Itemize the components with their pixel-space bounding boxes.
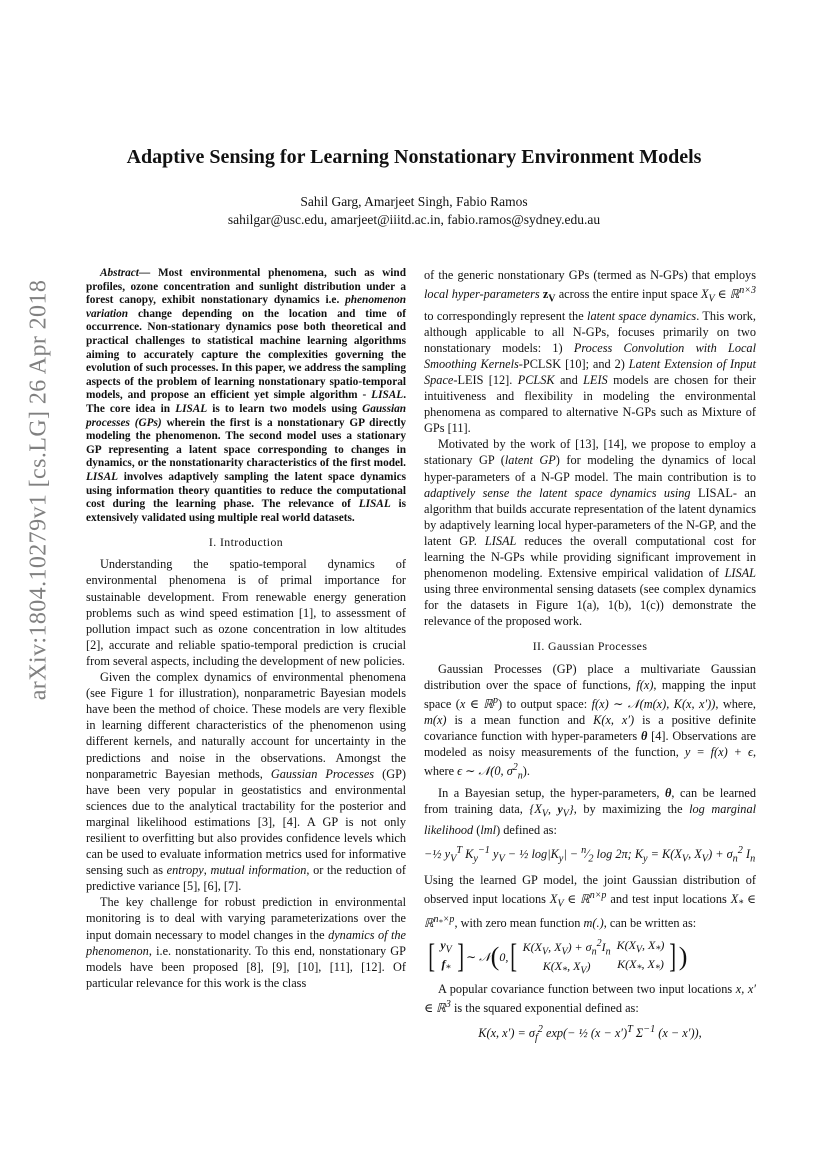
text: , can be learned from training data, [424,785,757,816]
left-bracket: [ [428,937,436,975]
covariance-column-1 [523,936,611,979]
emphasis: log marginal likelihood [424,801,757,838]
text: of the generic nonstationary GPs (termed as N-GPs) that employs [424,268,756,282]
emphasis: latent GP [504,453,556,468]
text: and test input locations [610,892,727,906]
math: m(x) [424,712,447,727]
math: m(.) [583,916,604,931]
right-column [424,267,756,1050]
math: ϵ ∼ 𝒩(0, σ [457,764,513,779]
math-subscript: V [548,293,556,305]
text: , by maximizing the [573,801,683,816]
distributed-as: ∼ 𝒩 [466,949,491,964]
cov-k22: $K(X_*$, $X_*$) [617,956,664,975]
text: , where [424,745,757,779]
text: ) for modeling the dynamics of local hyper-parameters of a N-GP model. The main contribution is to [424,453,756,484]
equation-squared-exponential: K(x, $x') = \sigma_f^2$ exp(− ½ $(x - x')^T$ $\Sigma^{-1}$ (x − x′)), [478,1023,702,1044]
abstract-em: LISAL [371,389,404,402]
math: X [730,892,739,906]
math: {X [529,801,542,816]
right-bracket: ] [669,937,677,975]
math-symbol: z [542,287,549,302]
emphasis: LEIS [583,372,608,387]
right-paren: ) [678,941,688,971]
vector-fstar: f [441,956,446,971]
text: , with zero mean function [454,916,581,931]
text: ( [476,823,481,838]
abstract-em: LISAL [358,498,391,511]
text: across the entire input space [558,287,698,302]
text: In a Bayesian setup, the hyper-parameters, [438,785,660,800]
text: reduces the overall computational cost for learning the N-GPs while providing significant improvement in phenomenon modeling. Extensive empirical validation of [424,533,756,581]
text: . This work, although applicable to all N-GPs, focuses primarily on two nonstationary models: 1) [424,308,756,355]
math: X [549,892,558,906]
text: Motivated by the work of [13], [14], we propose to employ a stationary GP ( [424,437,756,468]
intro-paragraph [424,267,756,436]
math: x ∈ ℝ [459,696,494,711]
text: [4]. Observations are modeled as noisy measurements of the function, [424,728,756,760]
abstract [86,267,406,525]
abstract-text: wherein the first is a nonstationary GP directly modeling the phenomenon. The second model uses a stationary GP representing a latent space corresponding to changes in dynamics, or the nonstationarity characteristics of the first model. [86,416,406,470]
emphasis: local hyper-parameters [424,287,540,302]
text: models are chosen for their intuitiveness and flexibility in modeling the environmental phenomena as compared to alternative N-GPs such as Mixture of GPs [11]. [424,372,757,436]
text: is the squared exponential defined as: [454,1001,639,1016]
math-subscript: $_V$ ∈ ℝ$^{n\times 3}$ [708,285,756,305]
math-superscript: p [493,694,499,706]
text: ) to output space: [498,696,588,711]
text: to correspondingly represent the [424,308,584,323]
math-subscript: $_*$ ∈ ℝ$^{n_*\times p}$ [424,892,756,931]
text: -LEIS [12]. [453,372,513,387]
emphasis: entropy [166,863,204,878]
emphasis: LISAL [484,533,517,548]
math: lml [480,823,497,838]
emphasis: Gaussian Processes [270,766,375,781]
math-superscript: 3 [445,999,451,1011]
text: ) defined as: [496,823,557,838]
text: using three environmental sensing datasets (see complex dynamics for the datasets in Figure 1(a), 1(b), 1(c)) demonstrate the relevance of the proposed work. [424,582,756,629]
abstract-em: Gaussian processes (GPs) [86,402,407,429]
math: θ [640,728,648,743]
emphasis: Process Convolution with Local Smoothing Kernels [424,340,756,371]
math: K(x, x′) [593,712,635,727]
math: f(x) [636,677,654,692]
vector-observations: $y_V$ $f_*$ [440,937,452,975]
math-subscript: $_V$ ∈ ℝ$^{n\times p}$ [557,890,607,910]
author-emails: sahilgar@usc.edu, amarjeet@iiitd.ac.in, fabio.ramos@sydney.edu.au [227,212,601,227]
left-bracket: [ [510,937,518,975]
abstract-text: is to learn two models using [212,402,357,415]
left-paren: ( [490,941,500,971]
abstract-em: LISAL [175,402,208,415]
gp-paragraph [424,981,756,1016]
text: , can be written as: [603,916,697,931]
emphasis: PCLSK [517,372,555,387]
emphasis: Latent Extension of Input Space [424,356,756,387]
math-subscript: $_V$, $y_V$} [541,801,574,820]
abstract-text: change depending on the location and time of occurrence. Non-stationary dynamics pose both theoretical and practical challenges to statistical machine learning algorithms aiming to accurately capture the complexities governing the evolution of such processes. In this paper, we address the sampling aspects of the problem of learning nonstationary spatio-temporal models, and propose an efficient yet simple algorithm - [86,307,406,402]
intro-paragraph [424,436,756,629]
gp-paragraph [424,661,756,785]
abstract-label: Abstract [100,267,139,279]
text: Using the learned GP model, the joint Gaussian distribution of observed input locations [424,872,756,906]
abstract-text: . The core idea in [86,389,407,415]
vector-yv: y [440,937,446,952]
cov-k11: $K(X_V$, $X_V) + \sigma_n^2I_n$ [522,937,611,957]
text: , or the reduction of predictive variance [5], [6], [7]. [86,863,406,894]
text: ). [522,764,530,779]
gp-paragraph [424,872,756,932]
right-bracket: ] [457,937,464,975]
equation-log-marginal-likelihood: −½ $y_V^T$ $K_y^{-1}$ $y_V$ − ½ $\log|K_y|$ − $^n⁄_2$ log 2π; $K_y = K(X_V$, $X_V) + \sigma_n^2$ $I_n$ [424,845,756,865]
text: A popular covariance function between two input locations [438,982,733,997]
equation-joint-distribution: [ $y_V$ $f_*$ ] ∼ 𝒩 ( 0, [ $K(X_V$, $X_V) + \sigma_n^2I_n$ $K(X_*$, $X_V$) $K(X_V$, $X_*$) $K(X_*$, $X_*$) ] ) [428,937,688,977]
abstract-text: — Most environmental phenomena, such as wind profiles, ozone concentration and sunlight distribution under a forest canopy, exhibit nonstationary dynamics i.e. [86,267,406,307]
text: is a mean function and [454,712,586,727]
abstract-text: involves adaptively sampling the latent space dynamics using information theory quantities to reduce the computational cost during the learning phase. The relevance of [86,470,406,511]
abstract-em: phenomenon variation [86,294,407,320]
arxiv-stamp-text: arXiv:1804.10279v1 [cs.LG] 26 Apr 2018 [25,279,52,701]
paper-title: Adaptive Sensing for Learning Nonstationary Environment Models [126,146,702,168]
gp-paragraph [424,785,756,839]
text: (GP) have been very popular in geostatistics and environmental sciences due to the analytical tractability for the posterior and marginal likelihood estimations [3], [4]. A GP is not only resilient to overfitting but also provides confidence levels which can be used to evaluate information metrics used for informative sensing such as [86,766,407,878]
cov-k12: $K(X_V$, $X_*$) [616,937,665,955]
abstract-text: is extensively validated using multiple real world datasets. [86,498,407,524]
text: , i.e. nonstationarity. To this end, nonstationary GP models have been proposed [8], [9], [10], [11], [12]. Of particular relevance for this work is the class [86,943,406,990]
text: -PCLSK [10]; and 2) [518,356,625,371]
emphasis: adaptively sense the latent space dynamics using [424,485,691,500]
text: , where, [715,696,756,711]
arxiv-stamp [14,279,64,701]
emphasis: latent space dynamics [587,308,697,323]
intro-paragraph [86,894,406,991]
text: Gaussian Processes (GP) place a multivariate Gaussian distribution over the space of functions, [424,661,756,692]
text: The key challenge for robust prediction in environmental monitoring is to deal with varying parameterizations over the input domain necessary to model changes in the [86,895,406,942]
math-sub-sup: $^2_n$ [512,762,523,782]
math: x, x′ ∈ ℝ [424,982,756,1016]
math: f(x) ∼ 𝒩(m(x), K(x, x′)) [591,696,716,711]
intro-paragraph: Understanding the spatio-temporal dynamics of environmental phenomena is of primal importance for sustainable development. From renewable energy generation problems such as wind speed estimation [1], to assessment of pollution impact such as ozone concentration in low altitudes [2], accurate and reliable spatio-temporal prediction is crucial from several aspects, including the development of new policies. [86,557,406,668]
text: Given the complex dynamics of environmental phenomena (see Figure 1 for illustration), nonparametric Bayesian models have been the method of choice. These models are very flexible in learning different characteristics of the phenomenon using different kernels, and naturally account for uncertainty in the predictions and noise in the observations. Amongst the nonparametric Bayesian methods, [86,670,406,781]
author-list: Sahil Garg, Amarjeet Singh, Fabio Ramos [300,194,528,209]
math: θ [665,785,672,800]
emphasis: LISAL [724,566,756,581]
abstract-em: LISAL [86,470,119,483]
math-symbol: X [700,287,709,302]
section-heading-gaussian-processes: II. Gaussian Processes [532,639,648,654]
text: , [203,863,207,878]
text: and [559,372,578,387]
math: y = f(x) + ϵ [684,745,753,760]
covariance-column-2 [617,938,665,977]
text: , mapping the input space ( [424,677,757,711]
text: LISAL- an algorithm that builds accurate representation of the latent dynamics by adaptively learning local hyper-parameters of the N-GP, and the latent GP. [424,485,756,548]
cov-k21: $K(X_*$, $X_V$) [542,958,591,977]
left-column [86,267,406,991]
intro-paragraph [86,669,406,894]
emphasis: dynamics of the phenomenon [86,927,406,958]
text: is a positive definite covariance function with hyper-parameters [424,712,757,743]
section-heading-introduction: I. Introduction [208,535,284,550]
emphasis: mutual information [210,863,307,878]
